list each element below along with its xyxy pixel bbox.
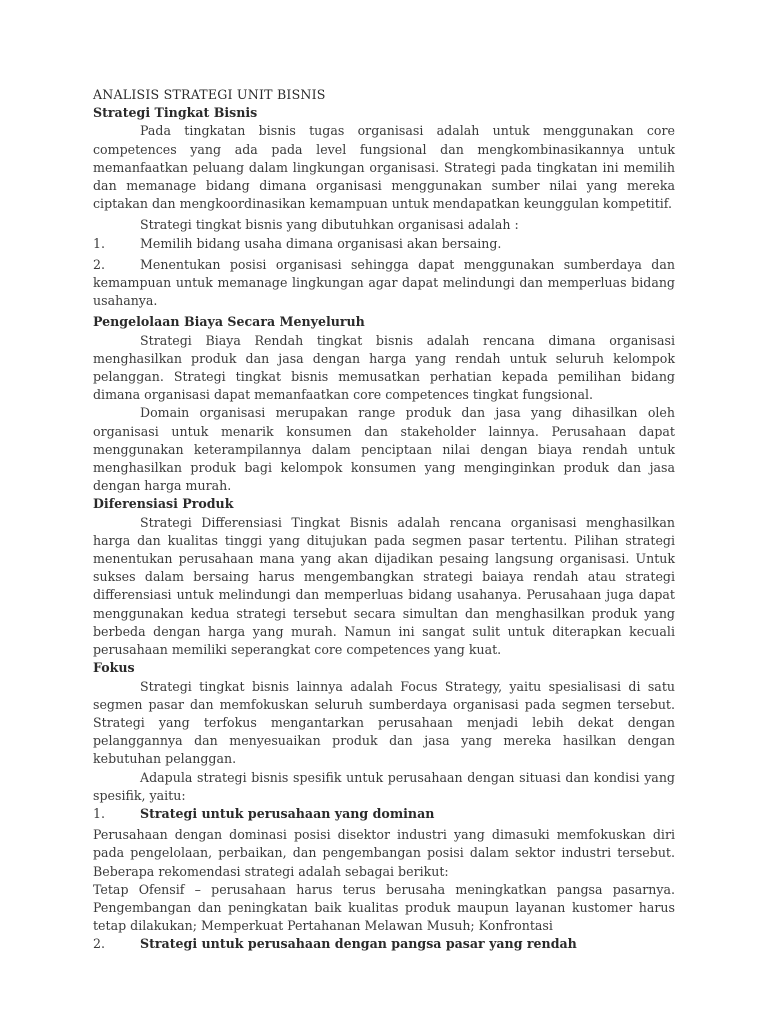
heading-fokus: Fokus [93, 660, 135, 676]
list-number: 2. [93, 936, 106, 952]
paragraph: Adapula strategi bisnis spesifik untuk perusahaan dengan situasi dan kondisi yang spesifik, yaitu: [93, 769, 675, 803]
list-heading: Strategi untuk perusahaan yang dominan [140, 805, 435, 821]
document-page [93, 86, 675, 954]
list-text: Menentukan posisi organisasi sehingga dapat menggunakan sumberdaya dan kemampuan untuk memanage lingkungan agar dapat melindungi dan memperluas bidang usahanya. [93, 256, 675, 309]
heading-diferensiasi-produk: Diferensiasi Produk [93, 496, 234, 512]
list-item [93, 805, 675, 823]
list-item [93, 935, 675, 953]
list-item [93, 256, 675, 311]
paragraph: Domain organisasi merupakan range produk dan jasa yang dihasilkan oleh organisasi untuk menarik konsumen dan stakeholder lainnya. Perusahaan dapat menggunakan keterampilannya dalam penciptaan nilai dengan biaya rendah untuk menghasilkan produk bagi kelompok konsumen yang menginginkan produk dan jasa dengan harga murah. [93, 405, 675, 494]
list-heading: Strategi untuk perusahaan dengan pangsa pasar yang rendah [140, 936, 577, 952]
paragraph: Perusahaan dengan dominasi posisi disektor industri yang dimasuki memfokuskan diri pada pengelolaan, perbaikan, dan pengembangan posisi dalam sektor industri tersebut. Beberapa rekomendasi strategi adalah sebagai berikut: [93, 827, 675, 879]
document-title: ANALISIS STRATEGI UNIT BISNIS [93, 87, 326, 102]
list-text: Memilih bidang usaha dimana organisasi akan bersaing. [140, 235, 502, 251]
paragraph: Tetap Ofensif – perusahaan harus terus berusaha meningkatkan pangsa pasarnya. Pengembangan dan peningkatan baik kualitas produk maupun layanan kustomer harus tetap dilakukan; Memperkuat Pertahanan Melawan Musuh; Konfrontasi [93, 881, 675, 934]
heading-pengelolaan-biaya: Pengelolaan Biaya Secara Menyeluruh [93, 314, 365, 330]
list-item [93, 235, 675, 253]
paragraph: Pada tingkatan bisnis tugas organisasi adalah untuk menggunakan core competences yang ada pada level fungsional dan mengkombinasikannya untuk memanfaatkan peluang dalam lingkungan organisasi. Strategi pada tingkatan ini memilih dan memanage bidang dimana organisasi menggunakan sumber nilai yang mereka ciptakan dan mengkoordinasikan kemampuan untuk mendapatkan keunggulan kompetitif. [93, 123, 675, 212]
list-number: 1. [93, 805, 106, 821]
paragraph: Strategi tingkat bisnis yang dibutuhkan organisasi adalah : [140, 217, 519, 233]
paragraph: Strategi Differensiasi Tingkat Bisnis adalah rencana organisasi menghasilkan harga dan kualitas tinggi yang ditujukan pada segmen pasar tertentu. Pilihan strategi menentukan perusahaan mana yang akan dijadikan pesaing langsung organisasi. Untuk sukses dalam bersaing harus mengembangkan strategi baiaya rendah atau strategi differensiasi untuk melindungi dan memperluas bidang usahanya. Perusahaan juga dapat menggunakan kedua strategi tersebut secara simultan dan menghasilkan produk yang berbeda dengan harga yang murah. Namun ini sangat sulit untuk diterapkan kecuali perusahaan memiliki seperangkat core competences yang kuat. [93, 514, 675, 658]
list-number: 1. [93, 235, 106, 251]
paragraph: Strategi tingkat bisnis lainnya adalah Focus Strategy, yaitu spesialisasi di satu segmen pasar dan memfokuskan seluruh sumberdaya organisasi pada segmen tersebut. Strategi yang terfokus mengantarkan perusahaan menjadi lebih dekat dengan pelanggannya dan menyesuaikan produk dan jasa yang mereka hasilkan dengan kebutuhan pelanggan. [93, 678, 675, 767]
list-number: 2. [93, 256, 106, 272]
heading-strategi-tingkat-bisnis: Strategi Tingkat Bisnis [93, 105, 258, 121]
paragraph: Strategi Biaya Rendah tingkat bisnis adalah rencana dimana organisasi menghasilkan produk dan jasa dengan harga yang rendah untuk seluruh kelompok pelanggan. Strategi tingkat bisnis memusatkan perhatian kepada pemilihan bidang dimana organisasi dapat memanfaatkan core competences tingkat fungsional. [93, 332, 675, 403]
